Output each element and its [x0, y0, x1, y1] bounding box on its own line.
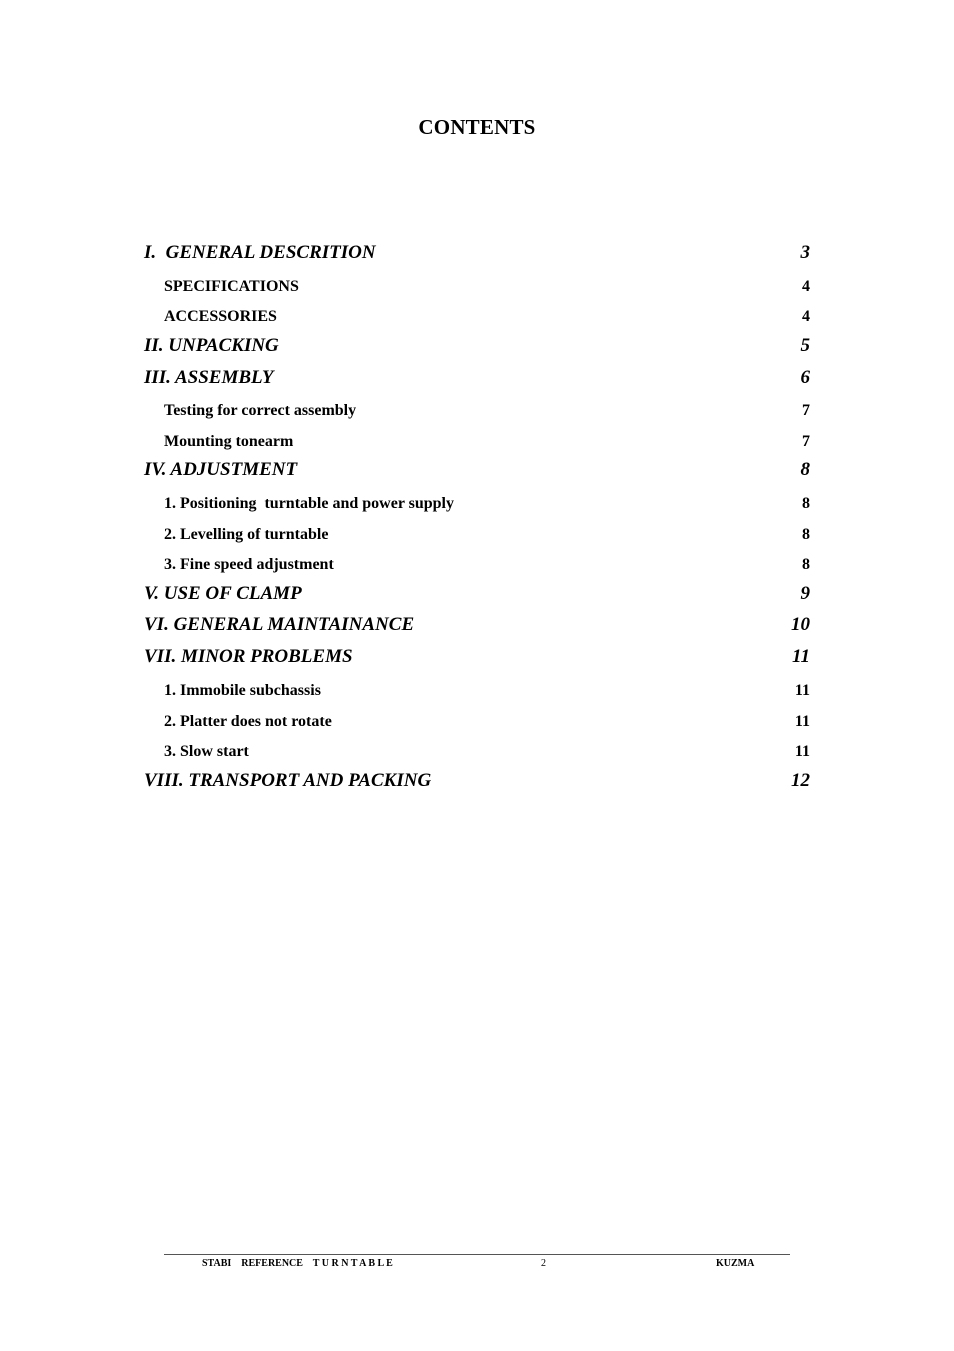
- toc-entry[interactable]: [144, 520, 810, 544]
- toc-entry[interactable]: [144, 302, 810, 326]
- toc-entry-page: 7: [802, 433, 810, 450]
- toc-entry-label: Mounting tonearm: [164, 433, 294, 450]
- toc-entry-page: 8: [802, 556, 810, 573]
- toc-entry[interactable]: [144, 676, 810, 700]
- toc-entry-page: 8: [802, 495, 810, 512]
- footer-title: STABI REFERENCE T U R N T A B L E: [202, 1258, 393, 1269]
- toc-entry[interactable]: [144, 457, 810, 481]
- toc-entry-label: 1. Immobile subchassis: [164, 682, 321, 699]
- toc-entry[interactable]: [144, 396, 810, 420]
- toc-entry-label: 2. Levelling of turntable: [164, 526, 329, 543]
- toc-entry-label: 3. Fine speed adjustment: [164, 556, 334, 573]
- toc-entry-label: 2. Platter does not rotate: [164, 713, 332, 730]
- toc-entry-label: VII. MINOR PROBLEMS: [144, 646, 353, 667]
- toc-entry-label: Testing for correct assembly: [164, 402, 357, 419]
- toc-entry-label: ACCESSORIES: [164, 308, 277, 325]
- toc-entry-label: SPECIFICATIONS: [164, 278, 299, 295]
- toc-entry-page: 10: [791, 614, 810, 635]
- toc-entry[interactable]: [144, 550, 810, 574]
- toc-entry-page: 11: [794, 682, 810, 699]
- footer-page-number: 2: [541, 1258, 546, 1269]
- toc-entry[interactable]: [144, 489, 810, 513]
- toc-entry[interactable]: [144, 272, 810, 296]
- toc-entry[interactable]: [144, 612, 810, 636]
- toc-entry-label: I. GENERAL DESCRITION: [144, 242, 376, 263]
- toc-entry-page: 8: [802, 526, 810, 543]
- toc-entry-page: 5: [800, 335, 810, 356]
- toc-entry-label: 3. Slow start: [164, 743, 249, 760]
- toc-entry[interactable]: [144, 581, 810, 605]
- toc-entry-label: III. ASSEMBLY: [144, 367, 274, 388]
- toc-entry-page: 11: [792, 646, 810, 667]
- toc-entry-label: II. UNPACKING: [144, 335, 279, 356]
- toc-entry-label: V. USE OF CLAMP: [144, 583, 302, 604]
- toc-entry[interactable]: [144, 240, 810, 264]
- toc-entry[interactable]: [144, 333, 810, 357]
- toc-entry-label: VIII. TRANSPORT AND PACKING: [144, 770, 432, 791]
- toc-entry[interactable]: [144, 427, 810, 451]
- toc-entry-page: 11: [794, 743, 810, 760]
- footer-brand: KUZMA: [716, 1258, 755, 1269]
- toc-entry-page: 7: [802, 402, 810, 419]
- page-title: CONTENTS: [418, 115, 536, 139]
- toc-entry[interactable]: [144, 707, 810, 731]
- toc-entry-page: 4: [802, 278, 810, 295]
- toc-entry-label: IV. ADJUSTMENT: [144, 459, 298, 480]
- toc-entry[interactable]: [144, 365, 810, 389]
- toc-entry-page: 9: [800, 583, 810, 604]
- toc-entry[interactable]: [144, 644, 810, 668]
- toc-entry-page: 8: [800, 459, 810, 480]
- toc-entry-page: 12: [791, 770, 810, 791]
- toc-entry-label: 1. Positioning turntable and power supply: [164, 495, 454, 512]
- toc-entry[interactable]: [144, 768, 810, 792]
- footer-divider: [164, 1254, 790, 1255]
- toc-entry-page: 4: [802, 308, 810, 325]
- toc-entry-page: 11: [794, 713, 810, 730]
- toc-entry-page: 3: [800, 242, 810, 263]
- toc-entry-label: VI. GENERAL MAINTAINANCE: [144, 614, 415, 635]
- toc-entry[interactable]: [144, 737, 810, 761]
- toc-entry-page: 6: [800, 367, 810, 388]
